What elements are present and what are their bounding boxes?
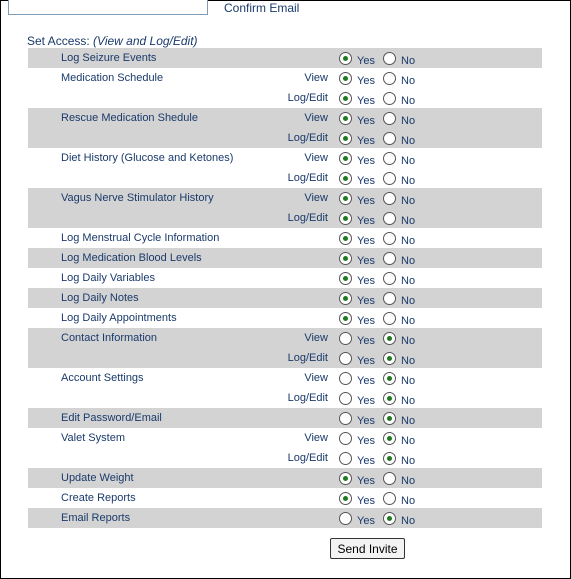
permission-row	[28, 48, 542, 68]
no-label: No	[401, 175, 416, 187]
no-radio[interactable]	[383, 452, 396, 465]
radio-circle-icon	[383, 312, 396, 325]
send-invite-button[interactable]: Send Invite	[330, 538, 405, 559]
no-label: No	[401, 295, 416, 307]
no-label: No	[401, 155, 416, 167]
yes-radio[interactable]	[339, 252, 352, 265]
radio-circle-icon	[339, 452, 352, 465]
radio-circle-icon	[339, 192, 352, 205]
permission-label: Email Reports	[61, 512, 131, 524]
permission-label: Log Seizure Events	[61, 52, 157, 64]
no-label: No	[401, 415, 416, 427]
no-radio[interactable]	[383, 272, 396, 285]
permission-label: Log Daily Notes	[61, 292, 139, 304]
yes-radio[interactable]	[339, 272, 352, 285]
permission-label: Log Daily Variables	[61, 272, 155, 284]
yes-label: Yes	[357, 235, 375, 247]
set-access-heading	[27, 34, 198, 48]
permission-row	[28, 268, 542, 288]
no-radio[interactable]	[383, 312, 396, 325]
radio-circle-icon	[339, 92, 352, 105]
permission-row	[28, 468, 542, 488]
set-access-suffix: (View and Log/Edit)	[93, 34, 198, 48]
no-radio[interactable]	[383, 132, 396, 145]
permission-row	[28, 368, 542, 388]
permission-row	[28, 428, 542, 448]
no-label: No	[401, 475, 416, 487]
confirm-email-input[interactable]	[8, 0, 208, 15]
radio-circle-icon	[339, 112, 352, 125]
no-label: No	[401, 95, 416, 107]
radio-circle-icon	[339, 232, 352, 245]
radio-circle-icon	[339, 352, 352, 365]
permission-row	[28, 388, 542, 408]
yes-radio[interactable]	[339, 392, 352, 405]
permission-row	[28, 168, 542, 188]
radio-circle-icon	[383, 132, 396, 145]
radio-circle-icon	[383, 112, 396, 125]
no-radio[interactable]	[383, 332, 396, 345]
radio-circle-icon	[383, 452, 396, 465]
yes-radio[interactable]	[339, 332, 352, 345]
yes-label: Yes	[357, 155, 375, 167]
radio-circle-icon	[339, 472, 352, 485]
no-radio[interactable]	[383, 352, 396, 365]
permission-row	[28, 448, 542, 468]
no-label: No	[401, 395, 416, 407]
no-label: No	[401, 255, 416, 267]
no-label: No	[401, 495, 416, 507]
radio-circle-icon	[339, 332, 352, 345]
yes-label: Yes	[357, 455, 375, 467]
radio-circle-icon	[383, 332, 396, 345]
permission-row	[28, 248, 542, 268]
no-label: No	[401, 435, 416, 447]
yes-label: Yes	[357, 315, 375, 327]
radio-circle-icon	[339, 432, 352, 445]
permission-sublabel: Log/Edit	[287, 212, 328, 224]
yes-radio[interactable]	[339, 292, 352, 305]
radio-circle-icon	[339, 492, 352, 505]
permission-label: Diet History (Glucose and Ketones)	[61, 152, 234, 164]
no-radio[interactable]	[383, 72, 396, 85]
confirm-email-label: Confirm Email	[224, 1, 300, 15]
no-label: No	[401, 515, 416, 527]
radio-circle-icon	[383, 472, 396, 485]
radio-circle-icon	[383, 412, 396, 425]
permission-row	[28, 68, 542, 88]
permission-row	[28, 348, 542, 368]
permission-label: Log Menstrual Cycle Information	[61, 232, 220, 244]
permission-row	[28, 208, 542, 228]
yes-radio[interactable]	[339, 472, 352, 485]
permission-label: Log Daily Appointments	[61, 312, 177, 324]
yes-radio[interactable]	[339, 232, 352, 245]
no-radio[interactable]	[383, 232, 396, 245]
radio-circle-icon	[339, 312, 352, 325]
yes-label: Yes	[357, 475, 375, 487]
no-label: No	[401, 375, 416, 387]
no-label: No	[401, 195, 416, 207]
no-radio[interactable]	[383, 212, 396, 225]
permission-row	[28, 188, 542, 208]
radio-circle-icon	[339, 512, 352, 525]
no-radio[interactable]	[383, 372, 396, 385]
permission-sublabel: View	[304, 372, 328, 384]
radio-circle-icon	[383, 152, 396, 165]
no-radio[interactable]	[383, 252, 396, 265]
yes-label: Yes	[357, 175, 375, 187]
no-label: No	[401, 455, 416, 467]
no-radio[interactable]	[383, 472, 396, 485]
yes-radio[interactable]	[339, 92, 352, 105]
yes-radio[interactable]	[339, 432, 352, 445]
radio-circle-icon	[383, 212, 396, 225]
no-radio[interactable]	[383, 112, 396, 125]
radio-circle-icon	[339, 52, 352, 65]
radio-circle-icon	[383, 92, 396, 105]
permission-row	[28, 128, 542, 148]
yes-label: Yes	[357, 435, 375, 447]
permission-row	[28, 228, 542, 248]
yes-label: Yes	[357, 275, 375, 287]
permission-row	[28, 508, 542, 528]
yes-radio[interactable]	[339, 112, 352, 125]
radio-circle-icon	[383, 172, 396, 185]
yes-label: Yes	[357, 195, 375, 207]
permission-label: Vagus Nerve Stimulator History	[61, 192, 214, 204]
yes-radio[interactable]	[339, 492, 352, 505]
yes-radio[interactable]	[339, 192, 352, 205]
yes-label: Yes	[357, 115, 375, 127]
yes-radio[interactable]	[339, 452, 352, 465]
permission-row	[28, 488, 542, 508]
permission-label: Create Reports	[61, 492, 136, 504]
permission-label: Valet System	[61, 432, 125, 444]
no-radio[interactable]	[383, 392, 396, 405]
yes-label: Yes	[357, 75, 375, 87]
permission-sublabel: Log/Edit	[287, 132, 328, 144]
permission-label: Medication Schedule	[61, 72, 164, 84]
radio-circle-icon	[383, 372, 396, 385]
yes-radio[interactable]	[339, 212, 352, 225]
permission-sublabel: Log/Edit	[287, 352, 328, 364]
yes-label: Yes	[357, 55, 375, 67]
no-label: No	[401, 135, 416, 147]
permission-label: Edit Password/Email	[61, 412, 162, 424]
no-radio[interactable]	[383, 172, 396, 185]
no-label: No	[401, 235, 416, 247]
radio-circle-icon	[339, 392, 352, 405]
no-label: No	[401, 115, 416, 127]
permission-sublabel: View	[304, 432, 328, 444]
access-permissions-table	[28, 48, 542, 528]
yes-label: Yes	[357, 215, 375, 227]
yes-label: Yes	[357, 335, 375, 347]
no-radio[interactable]	[383, 52, 396, 65]
yes-label: Yes	[357, 255, 375, 267]
radio-circle-icon	[383, 232, 396, 245]
radio-circle-icon	[339, 132, 352, 145]
no-radio[interactable]	[383, 292, 396, 305]
radio-circle-icon	[339, 152, 352, 165]
permission-label: Rescue Medication Shedule	[61, 112, 198, 124]
yes-radio[interactable]	[339, 172, 352, 185]
no-label: No	[401, 355, 416, 367]
radio-circle-icon	[383, 512, 396, 525]
radio-circle-icon	[339, 372, 352, 385]
radio-circle-icon	[383, 352, 396, 365]
no-label: No	[401, 215, 416, 227]
permission-row	[28, 88, 542, 108]
yes-radio[interactable]	[339, 352, 352, 365]
no-radio[interactable]	[383, 192, 396, 205]
permission-sublabel: Log/Edit	[287, 392, 328, 404]
radio-circle-icon	[339, 72, 352, 85]
yes-radio[interactable]	[339, 312, 352, 325]
permission-sublabel: Log/Edit	[287, 92, 328, 104]
no-radio[interactable]	[383, 492, 396, 505]
no-radio[interactable]	[383, 512, 396, 525]
yes-radio[interactable]	[339, 52, 352, 65]
yes-label: Yes	[357, 355, 375, 367]
radio-circle-icon	[339, 172, 352, 185]
permission-sublabel: View	[304, 192, 328, 204]
permission-sublabel: View	[304, 332, 328, 344]
yes-radio[interactable]	[339, 132, 352, 145]
no-radio[interactable]	[383, 432, 396, 445]
permission-label: Update Weight	[61, 472, 134, 484]
no-label: No	[401, 275, 416, 287]
yes-label: Yes	[357, 495, 375, 507]
permission-label: Log Medication Blood Levels	[61, 252, 202, 264]
yes-label: Yes	[357, 415, 375, 427]
yes-radio[interactable]	[339, 512, 352, 525]
permission-label: Account Settings	[61, 372, 144, 384]
yes-radio[interactable]	[339, 72, 352, 85]
yes-label: Yes	[357, 395, 375, 407]
radio-circle-icon	[383, 432, 396, 445]
permission-sublabel: Log/Edit	[287, 172, 328, 184]
radio-circle-icon	[339, 212, 352, 225]
no-label: No	[401, 335, 416, 347]
permission-row	[28, 328, 542, 348]
radio-circle-icon	[383, 392, 396, 405]
radio-circle-icon	[383, 272, 396, 285]
yes-radio[interactable]	[339, 372, 352, 385]
permission-sublabel: Log/Edit	[287, 452, 328, 464]
radio-circle-icon	[383, 52, 396, 65]
radio-circle-icon	[383, 492, 396, 505]
permission-row	[28, 288, 542, 308]
yes-label: Yes	[357, 295, 375, 307]
radio-circle-icon	[383, 72, 396, 85]
no-radio[interactable]	[383, 412, 396, 425]
no-label: No	[401, 75, 416, 87]
radio-circle-icon	[339, 292, 352, 305]
radio-circle-icon	[383, 252, 396, 265]
permission-sublabel: View	[304, 112, 328, 124]
yes-label: Yes	[357, 135, 375, 147]
yes-radio[interactable]	[339, 152, 352, 165]
yes-label: Yes	[357, 515, 375, 527]
permission-sublabel: View	[304, 72, 328, 84]
radio-circle-icon	[383, 292, 396, 305]
no-label: No	[401, 55, 416, 67]
no-radio[interactable]	[383, 152, 396, 165]
radio-circle-icon	[383, 192, 396, 205]
no-radio[interactable]	[383, 92, 396, 105]
permission-row	[28, 148, 542, 168]
yes-label: Yes	[357, 95, 375, 107]
set-access-prefix: Set Access:	[27, 34, 90, 48]
radio-circle-icon	[339, 252, 352, 265]
yes-radio[interactable]	[339, 412, 352, 425]
permission-row	[28, 408, 542, 428]
yes-label: Yes	[357, 375, 375, 387]
radio-circle-icon	[339, 412, 352, 425]
permission-row	[28, 308, 542, 328]
radio-circle-icon	[339, 272, 352, 285]
no-label: No	[401, 315, 416, 327]
permission-row	[28, 108, 542, 128]
permission-sublabel: View	[304, 152, 328, 164]
permission-label: Contact Information	[61, 332, 157, 344]
